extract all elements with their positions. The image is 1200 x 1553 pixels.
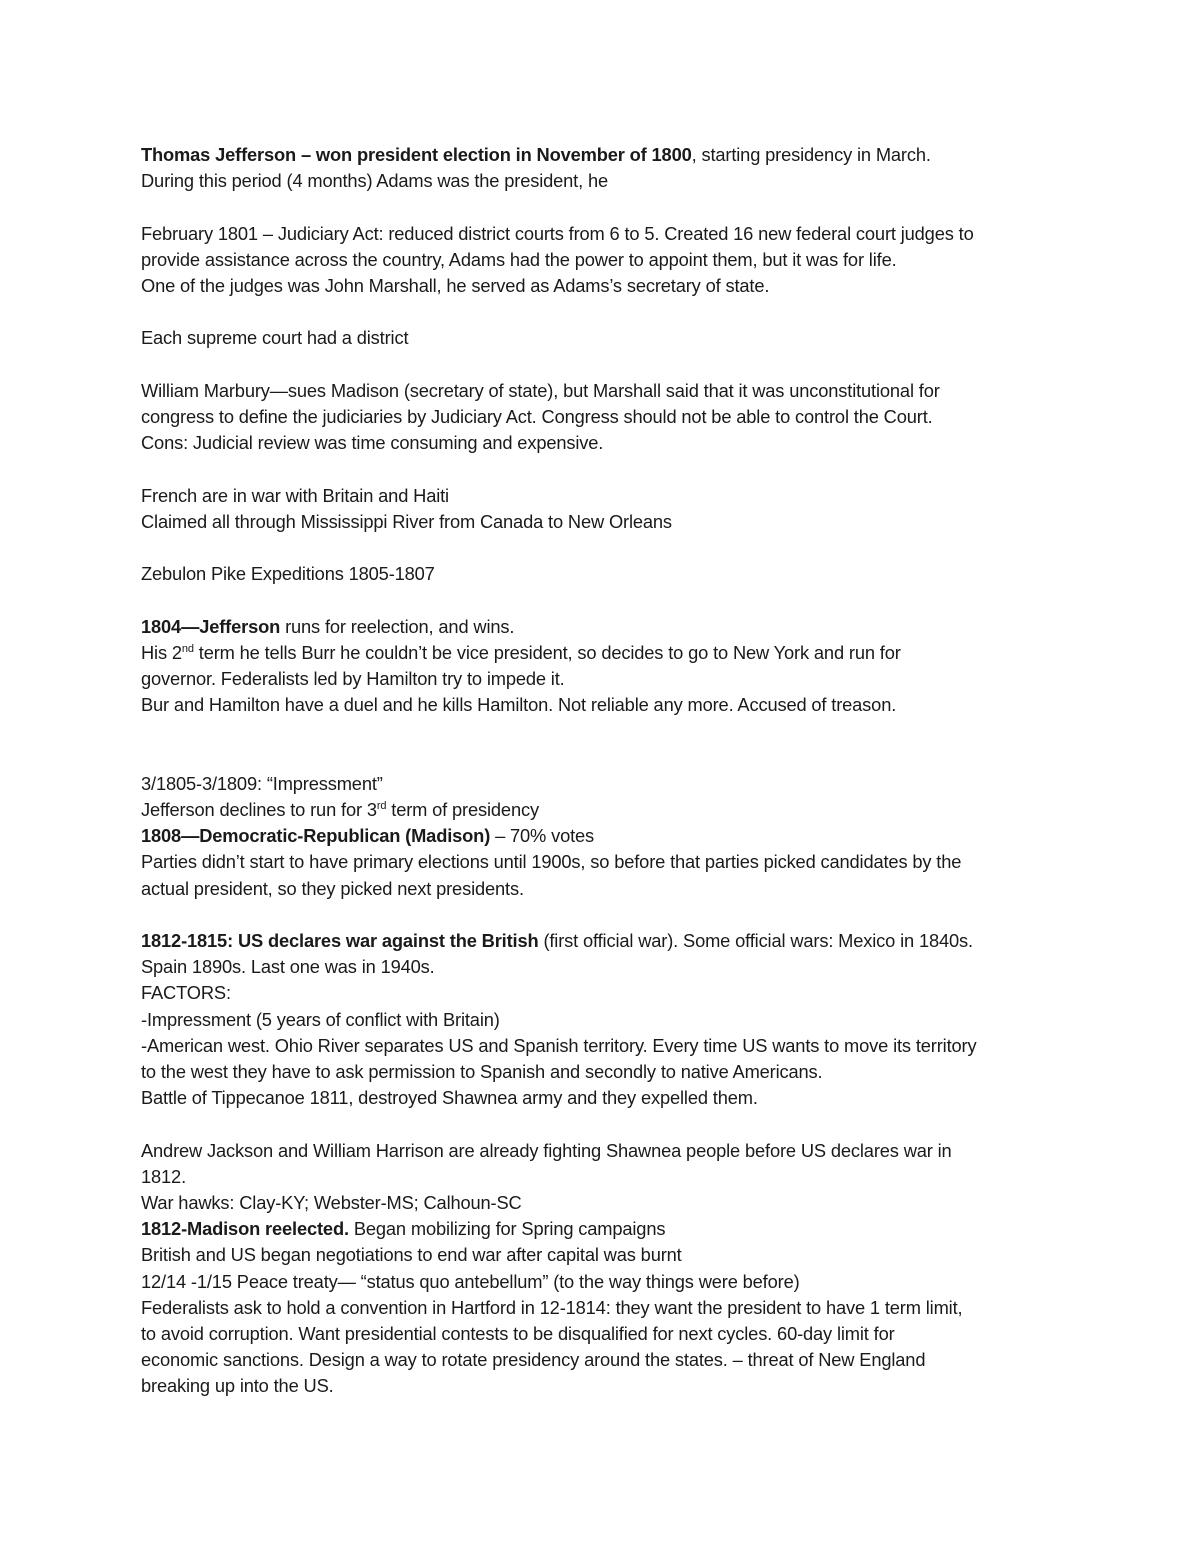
text-line: [141, 142, 1060, 168]
bold-text: 1808—Democratic-Republican (Madison): [141, 825, 491, 847]
text-line: February 1801 – Judiciary Act: reduced district courts from 6 to 5. Created 16 new federal court judges to: [141, 222, 974, 244]
text-line: [141, 614, 1060, 640]
text-line: [141, 928, 1060, 954]
text-line: War hawks: Clay-KY; Webster-MS; Calhoun-SC: [141, 1191, 522, 1213]
text-span: – 70% votes: [490, 825, 595, 847]
bold-text: 1812-Madison reelected.: [141, 1218, 349, 1240]
text-line: 12/14 -1/15 Peace treaty— “status quo antebellum” (to the way things were before): [141, 1270, 800, 1292]
text-span: Jefferson declines to run for 3: [141, 798, 377, 820]
superscript: nd: [181, 642, 194, 655]
text-line: 3/1805-3/1809: “Impressment”: [141, 772, 383, 794]
text-line: congress to define the judiciaries by Judiciary Act. Congress should not be able to control the Court.: [141, 405, 933, 427]
bold-text: 1804—Jefferson: [141, 615, 281, 637]
text-line: governor. Federalists led by Hamilton try to impede it.: [141, 667, 565, 689]
text-line: [141, 823, 1060, 849]
text-line: FACTORS:: [141, 982, 231, 1004]
text-line: Parties didn’t start to have primary elections until 1900s, so before that parties picked candidates by the: [141, 851, 962, 873]
text-line: During this period (4 months) Adams was the president, he: [141, 170, 609, 192]
text-line: Federalists ask to hold a convention in Hartford in 12-1814: they want the president to have 1 term limit,: [141, 1296, 963, 1318]
text-line: Bur and Hamilton have a duel and he kills Hamilton. Not reliable any more. Accused of treason.: [141, 694, 897, 716]
text-line: provide assistance across the country, Adams had the power to appoint them, but it was for life.: [141, 248, 897, 270]
text-line: -American west. Ohio River separates US and Spanish territory. Every time US wants to move its territory: [141, 1034, 977, 1056]
text-span: runs for reelection, and wins.: [280, 615, 515, 637]
text-line: Claimed all through Mississippi River from Canada to New Orleans: [141, 510, 672, 532]
text-line: French are in war with Britain and Haiti: [141, 484, 449, 506]
text-line: [141, 640, 1060, 666]
text-line: economic sanctions. Design a way to rotate presidency around the states. – threat of New England: [141, 1349, 926, 1371]
text-line: to the west they have to ask permission to Spanish and secondly to native Americans.: [141, 1060, 823, 1082]
bold-text: Thomas Jefferson – won president election in November of 1800: [141, 144, 692, 165]
text-line: Cons: Judicial review was time consuming and expensive.: [141, 432, 604, 454]
text-span: term of presidency: [386, 798, 539, 820]
text-line: [141, 797, 1060, 823]
text-line: William Marbury—sues Madison (secretary of state), but Marshall said that it was unconstitutional for: [141, 379, 940, 401]
text-line: Battle of Tippecanoe 1811, destroyed Shawnea army and they expelled them.: [141, 1087, 758, 1109]
text-line: Spain 1890s. Last one was in 1940s.: [141, 956, 435, 978]
text-span: , starting presidency in March.: [691, 144, 931, 165]
text-line: 1812.: [141, 1165, 186, 1187]
text-span: Began mobilizing for Spring campaigns: [348, 1218, 666, 1240]
text-line: to avoid corruption. Want presidential contests to be disqualified for next cycles. 60-day limit for: [141, 1323, 895, 1344]
text-span: His 2: [141, 641, 182, 663]
text-line: Andrew Jackson and William Harrison are already fighting Shawnea people before US declares war in: [141, 1139, 952, 1161]
text-line: breaking up into the US.: [141, 1375, 334, 1397]
bold-text: 1812-1815: US declares war against the British: [141, 929, 539, 951]
text-span: (first official war). Some official wars: Mexico in 1840s.: [538, 929, 973, 951]
superscript: rd: [376, 799, 387, 812]
text-line: -Impressment (5 years of conflict with Britain): [141, 1008, 500, 1030]
text-span: term he tells Burr he couldn’t be vice president, so decides to go to New York and run for: [193, 641, 901, 663]
text-line: [141, 1216, 1060, 1242]
text-line: Each supreme court had a district: [141, 327, 409, 349]
text-line: British and US began negotiations to end war after capital was burnt: [141, 1244, 682, 1266]
text-line: One of the judges was John Marshall, he served as Adams’s secretary of state.: [141, 275, 770, 296]
text-line: actual president, so they picked next presidents.: [141, 877, 524, 899]
text-line: Zebulon Pike Expeditions 1805-1807: [141, 563, 435, 585]
